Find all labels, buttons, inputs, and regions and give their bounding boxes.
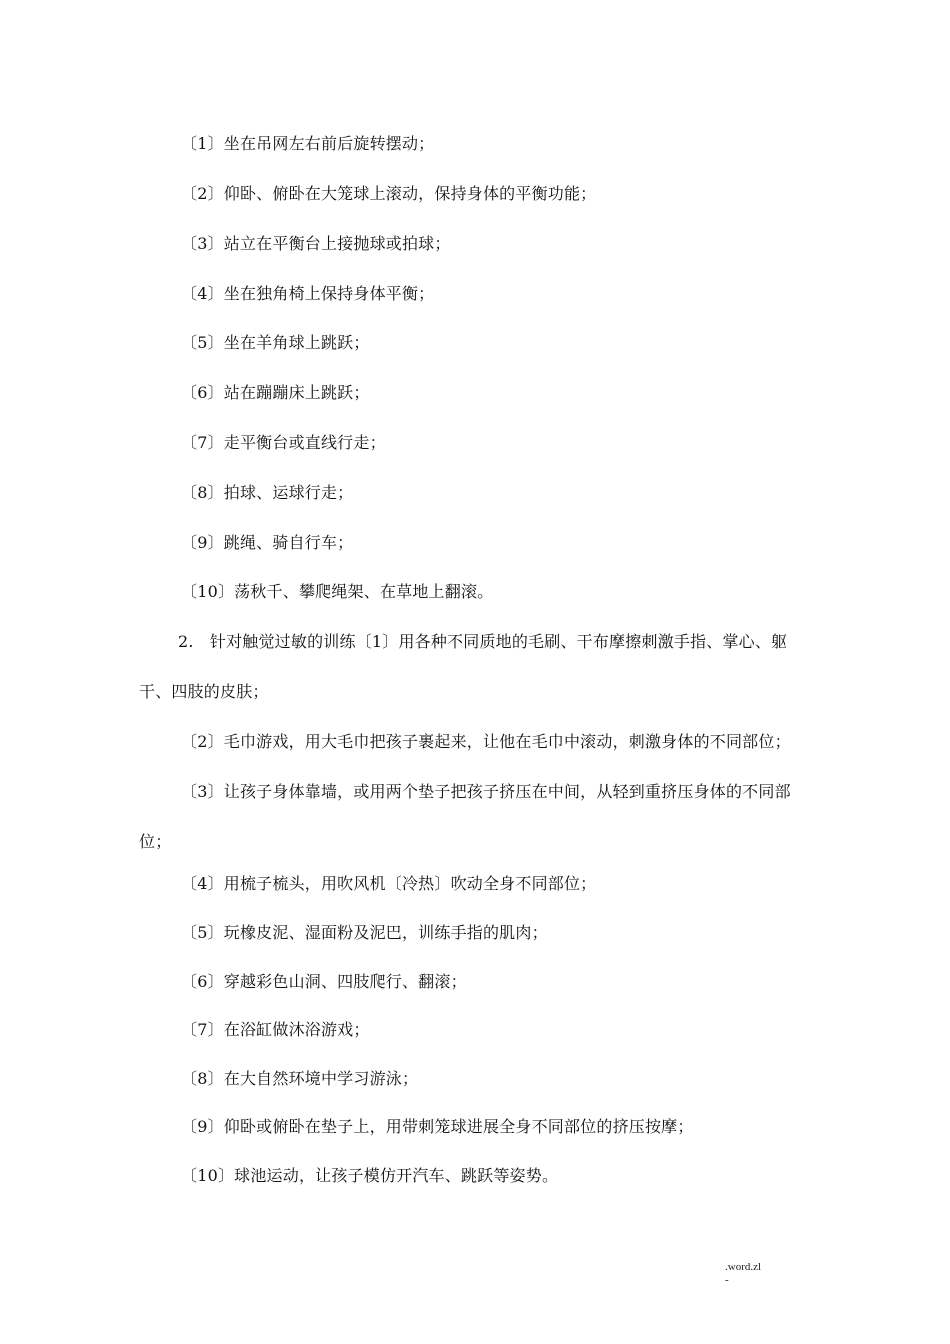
list-item: 〔7〕在浴缸做沐浴游戏； bbox=[181, 1020, 370, 1039]
list-item: 〔2〕毛巾游戏，用大毛巾把孩子裹起来，让他在毛巾中滚动，刺激身体的不同部位； bbox=[181, 732, 791, 751]
list-item: 〔3〕让孩子身体靠墙，或用两个垫子把孩子挤压在中间，从轻到重挤压身体的不同部 bbox=[181, 782, 791, 801]
list-item: 〔8〕在大自然环境中学习游泳； bbox=[181, 1069, 419, 1088]
list-item: 〔4〕用梳子梳头，用吹风机〔冷热〕吹动全身不同部位； bbox=[181, 874, 597, 893]
footer-watermark: .word.zl bbox=[725, 1261, 762, 1273]
list-item: 〔2〕仰卧、俯卧在大笼球上滚动，保持身体的平衡功能； bbox=[181, 184, 597, 203]
list-item: 〔8〕拍球、运球行走； bbox=[181, 483, 354, 502]
list-item: 〔9〕跳绳、骑自行车； bbox=[181, 533, 354, 552]
section-heading-continuation: 干、四肢的皮肤； bbox=[139, 682, 269, 701]
list-item: 〔5〕坐在羊角球上跳跃； bbox=[181, 333, 370, 352]
list-item: 〔1〕坐在吊网左右前后旋转摆动； bbox=[181, 134, 435, 153]
list-item: 〔6〕穿越彩色山洞、四肢爬行、翻滚； bbox=[181, 972, 467, 991]
list-item-continuation: 位； bbox=[139, 832, 172, 851]
list-item: 〔7〕走平衡台或直线行走； bbox=[181, 433, 386, 452]
list-item: 〔4〕坐在独角椅上保持身体平衡； bbox=[181, 284, 435, 303]
list-item: 〔3〕站立在平衡台上接抛球或拍球； bbox=[181, 234, 451, 253]
list-item: 〔5〕玩橡皮泥、湿面粉及泥巴，训练手指的肌肉； bbox=[181, 923, 548, 942]
footer-dash: - bbox=[725, 1274, 729, 1286]
section-heading-line: 2. 针对触觉过敏的训练〔1〕用各种不同质地的毛刷、干布摩擦刺激手指、掌心、躯 bbox=[178, 632, 788, 651]
list-item: 〔9〕仰卧或俯卧在垫子上，用带刺笼球进展全身不同部位的挤压按摩； bbox=[181, 1117, 694, 1136]
list-item: 〔6〕站在蹦蹦床上跳跃； bbox=[181, 383, 370, 402]
list-item: 〔10〕球池运动，让孩子模仿开汽车、跳跃等姿势。 bbox=[181, 1166, 559, 1185]
list-item: 〔10〕荡秋千、攀爬绳架、在草地上翻滚。 bbox=[181, 582, 494, 601]
